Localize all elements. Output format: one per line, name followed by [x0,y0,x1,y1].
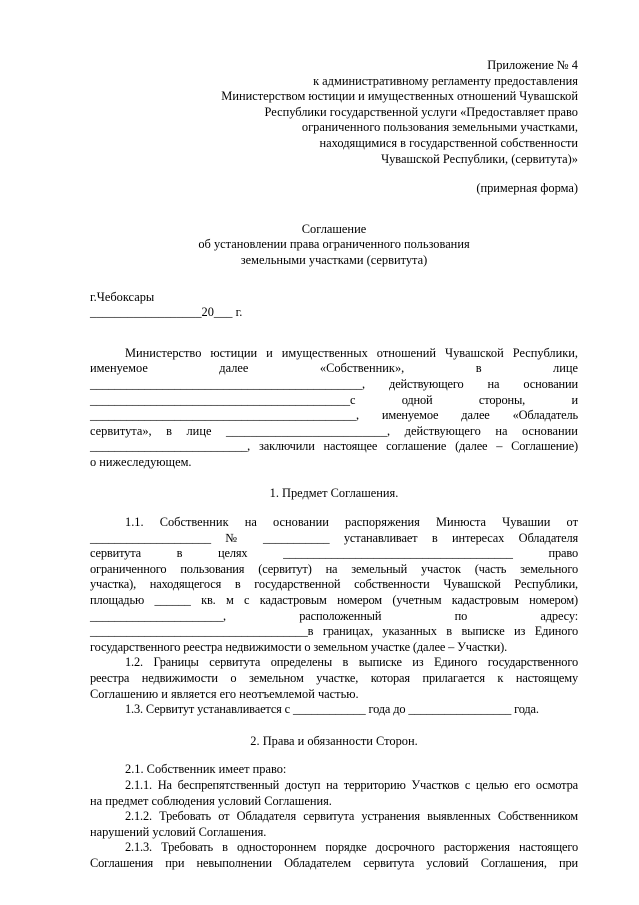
text: лице [186,423,212,438]
clause-2-1-1 [90,778,578,809]
place-and-date [90,290,578,321]
clause-1-2 [90,655,578,702]
text: Министерство юстиции и имущественных отношений Чувашской Республики, [125,345,578,360]
text: сервитута [90,546,141,561]
text: ______ [154,593,191,608]
text: одной [401,392,433,407]
clause-line [90,624,578,640]
clause-line: участка), находящегося в государственной собственности Чувашской Республики, [90,577,578,592]
section-1-title: 1. Предмет Соглашения. [269,486,399,501]
appendix-line: к административному регламенту предоставления [313,73,578,88]
clause-line [90,546,578,562]
appendix-line: ограниченного пользования земельными участками, [301,120,578,135]
text: стороны, [478,392,526,407]
text: от [566,515,578,530]
date-blank: __________________20___ г. [90,305,243,320]
title-line-1: Соглашение [301,221,367,236]
text: действующего [404,423,481,438]
clause-line [90,515,578,531]
text: ____________________________________ [90,624,308,639]
text: ___________ [262,530,330,545]
text: Минюста [435,515,487,530]
text: в [166,423,172,438]
text: действующего [389,376,464,391]
clause-line: 2.1.2. Требовать от Обладателя сервитута устранения выявленных Собственником [125,809,578,824]
text: именуемое далее «Обладатель [381,408,578,423]
intro-line [90,377,578,393]
text: ____________________________________________, [90,408,359,423]
appendix-line: находящимися в государственной собственности [319,135,578,150]
intro-line [90,439,578,455]
clause-1-1 [90,515,578,655]
clause-2-1-2 [90,809,578,840]
clause-line [90,593,578,609]
text: заключили настоящее соглашение (далее – Соглашение) [258,439,578,454]
clause-1-3: 1.3. Сервитут устанавливается с ____________ года до _________________ года. [125,702,539,717]
clause-line: Соглашения при невыполнении Обладателем сервитута условий Соглашения, при [90,855,578,870]
text: основании [272,515,329,530]
text: _____________________________________________, [90,376,365,391]
city: г.Чебоксары [90,289,155,304]
clause-line: ограниченного пользования (сервитут) на земельный участок (часть земельного [90,561,578,576]
text: расположенный [299,608,382,623]
appendix-line: Республики государственной услуги «Предоставляет право [264,104,578,119]
title-line-3: земельными участками (сервитута) [240,252,428,267]
text: сервитута», [90,423,152,438]
appendix-line: Приложение № 4 [487,58,578,72]
text: далее [219,361,249,376]
text: ______________________, [90,608,226,623]
text: право [548,546,579,561]
title-line-2: об установлении права ограниченного пользования [198,237,470,252]
text: ___________________________________________с [90,392,356,407]
text: Обладателя [518,530,579,545]
text: ____________________ [90,530,211,545]
clause-line: на предмет соблюдения условий Соглашения. [90,793,332,808]
text: Собственник [159,515,229,530]
text: целях [217,546,248,561]
text: в границах, указанных в выписке из Единого [307,624,578,639]
appendix-line: Министерством юстиции и имущественных отношений Чувашской [221,89,578,104]
text: Чувашии [502,515,551,530]
text: устанавливает [343,530,418,545]
text: основании [523,376,578,391]
clause-line [90,609,578,625]
appendix-header [90,58,578,167]
clause-2-1: 2.1. Собственник имеет право: [125,762,287,777]
clause-line: Соглашению и является его неотъемлемой частью. [90,686,359,701]
intro-line [90,393,578,409]
text: ______________________________________ [283,546,513,561]
text: по [454,608,468,623]
intro-line [90,408,578,424]
intro-line [90,361,578,377]
intro-line [90,424,578,440]
clause-line: 2.1.1. На беспрепятственный доступ на территорию Участков с целью его осмотра [125,777,578,792]
text: «Собственник», [319,361,405,376]
intro-paragraph [90,346,578,471]
text: в [176,546,183,561]
text: на [495,423,508,438]
form-note: (примерная форма) [476,181,578,196]
text: кв. м с кадастровым номером (учетным кадастровым номером) [201,593,578,608]
clause-line: реестра недвижимости о земельном участке, которая прилагается к настоящему [90,671,578,685]
text: распоряжения [345,515,420,530]
section-2-title: 2. Права и обязанности Сторон. [250,733,418,748]
document-body [90,58,578,872]
document-title [90,222,578,269]
clause-line: 1.2. Границы сервитута определены в выписке из Единого государственного [125,655,578,670]
text: и [571,392,578,407]
text: адресу: [540,608,578,623]
clause-line: государственного реестра недвижимости о земельном участке (далее – Участки). [90,639,508,654]
text: в [475,361,482,376]
intro-line [90,346,578,362]
clause-line [90,531,578,547]
clause-2-1-3 [90,840,578,871]
text: на [244,515,257,530]
text: основании [522,423,578,438]
text: __________________________, [225,423,391,438]
clause-line: нарушений условий Соглашения. [90,824,267,839]
appendix-line: Чувашской Республики, (сервитута)» [381,151,578,166]
text: № [225,530,249,545]
text: интересах [452,530,505,545]
intro-line: о нижеследующем. [90,454,192,469]
text: на [487,376,500,391]
text: в [431,530,438,545]
text: __________________________, [90,439,251,454]
text: площадью [90,593,145,608]
text: именуемое [90,361,148,376]
clause-line: 2.1.3. Требовать в одностороннем порядке досрочного расторжения настоящего [125,840,578,855]
text: лице [553,361,578,376]
text: 1.1. [125,515,144,530]
